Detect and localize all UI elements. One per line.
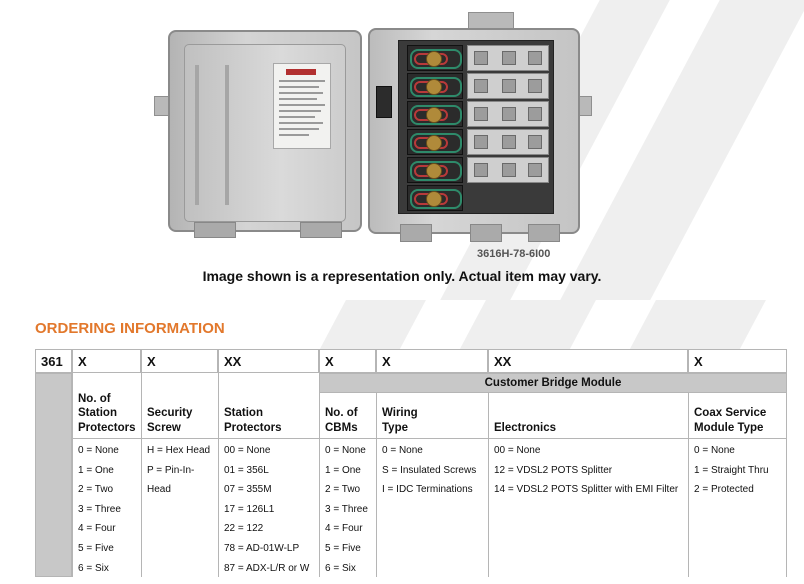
code-cell: X [688,349,787,373]
options-station-protector-count [72,439,141,577]
option-item: 12 = VDSL2 POTS Splitter [494,464,613,476]
option-item: 87 = ADX-L/R or W [224,562,310,574]
option-item: 6 = Six [78,562,109,574]
base-foot [470,224,502,242]
option-item: I = IDC Terminations [382,484,473,496]
latch [376,86,392,118]
base-foot [400,224,432,242]
option-item: 1 = One [325,464,361,476]
code-cell: X [376,349,488,373]
options-cbm-count [319,439,376,577]
code-base: 361 [35,349,72,373]
code-cell: XX [488,349,688,373]
instruction-label [273,63,331,149]
option-item: 01 = 356L [224,464,269,476]
option-item: 07 = 355M [224,484,272,496]
cbm-group-header: Customer Bridge Module [319,373,787,393]
ordering-table [35,349,787,577]
protector-panel [398,40,554,214]
option-item: 2 = Protected [694,484,754,496]
base-foot [528,224,560,242]
header-electronics: Electronics [488,393,688,439]
lid-foot [300,222,342,238]
header-security-screw: Security Screw [141,373,218,439]
option-item: 3 = Three [325,503,368,515]
base-code-spacer [35,373,72,577]
header-wiring-type: Wiring Type [376,393,488,439]
option-item: 4 = Four [78,523,116,535]
code-cell: X [72,349,141,373]
option-item: 6 = Six [325,562,356,574]
option-item: 1 = Straight Thru [694,464,769,476]
option-item: H = Hex Head [147,445,211,456]
photo-caption: Image shown is a representation only. Actual item may vary. [202,268,602,284]
option-item: 4 = Four [325,523,363,535]
option-item: 78 = AD-01W-LP [224,542,300,554]
option-item: 00 = None [224,445,271,456]
section-title: ORDERING INFORMATION [35,320,225,337]
option-item: 0 = None [78,445,119,456]
option-item: 0 = None [382,445,423,456]
option-item: 0 = None [325,445,366,456]
product-photo [150,12,590,244]
code-cell: XX [218,349,319,373]
option-item: Head [147,484,171,496]
options-electronics [488,439,688,577]
code-cell: X [141,349,218,373]
option-item: 17 = 126L1 [224,503,275,515]
option-item: 2 = Two [78,484,114,496]
model-number: 3616H-78-6I00 [477,248,551,260]
header-coax-module-type: Coax Service Module Type [688,393,787,439]
option-item: 5 = Five [78,542,114,554]
options-station-protectors [218,439,319,577]
options-coax-module-type [688,439,787,577]
enclosure-lid [168,30,362,232]
header-station-protectors: Station Protectors [218,373,319,439]
lid-foot [194,222,236,238]
code-cell: X [319,349,376,373]
option-item: 22 = 122 [224,523,264,535]
option-item: 2 = Two [325,484,361,496]
enclosure-base [368,28,580,234]
header-cbm-count: No. of CBMs [319,393,376,439]
lid-inner-panel [184,44,346,222]
option-item: P = Pin-In- [147,464,195,476]
option-item: 3 = Three [78,503,121,515]
option-item: 14 = VDSL2 POTS Splitter with EMI Filter [494,484,679,496]
option-item: S = Insulated Screws [382,464,477,476]
options-wiring-type [376,439,488,577]
option-item: 00 = None [494,445,541,456]
header-station-protector-count: No. of Station Protectors [72,373,141,439]
option-item: 1 = One [78,464,114,476]
option-item: 0 = None [694,445,735,456]
options-security-screw [141,439,218,577]
option-item: 5 = Five [325,542,361,554]
